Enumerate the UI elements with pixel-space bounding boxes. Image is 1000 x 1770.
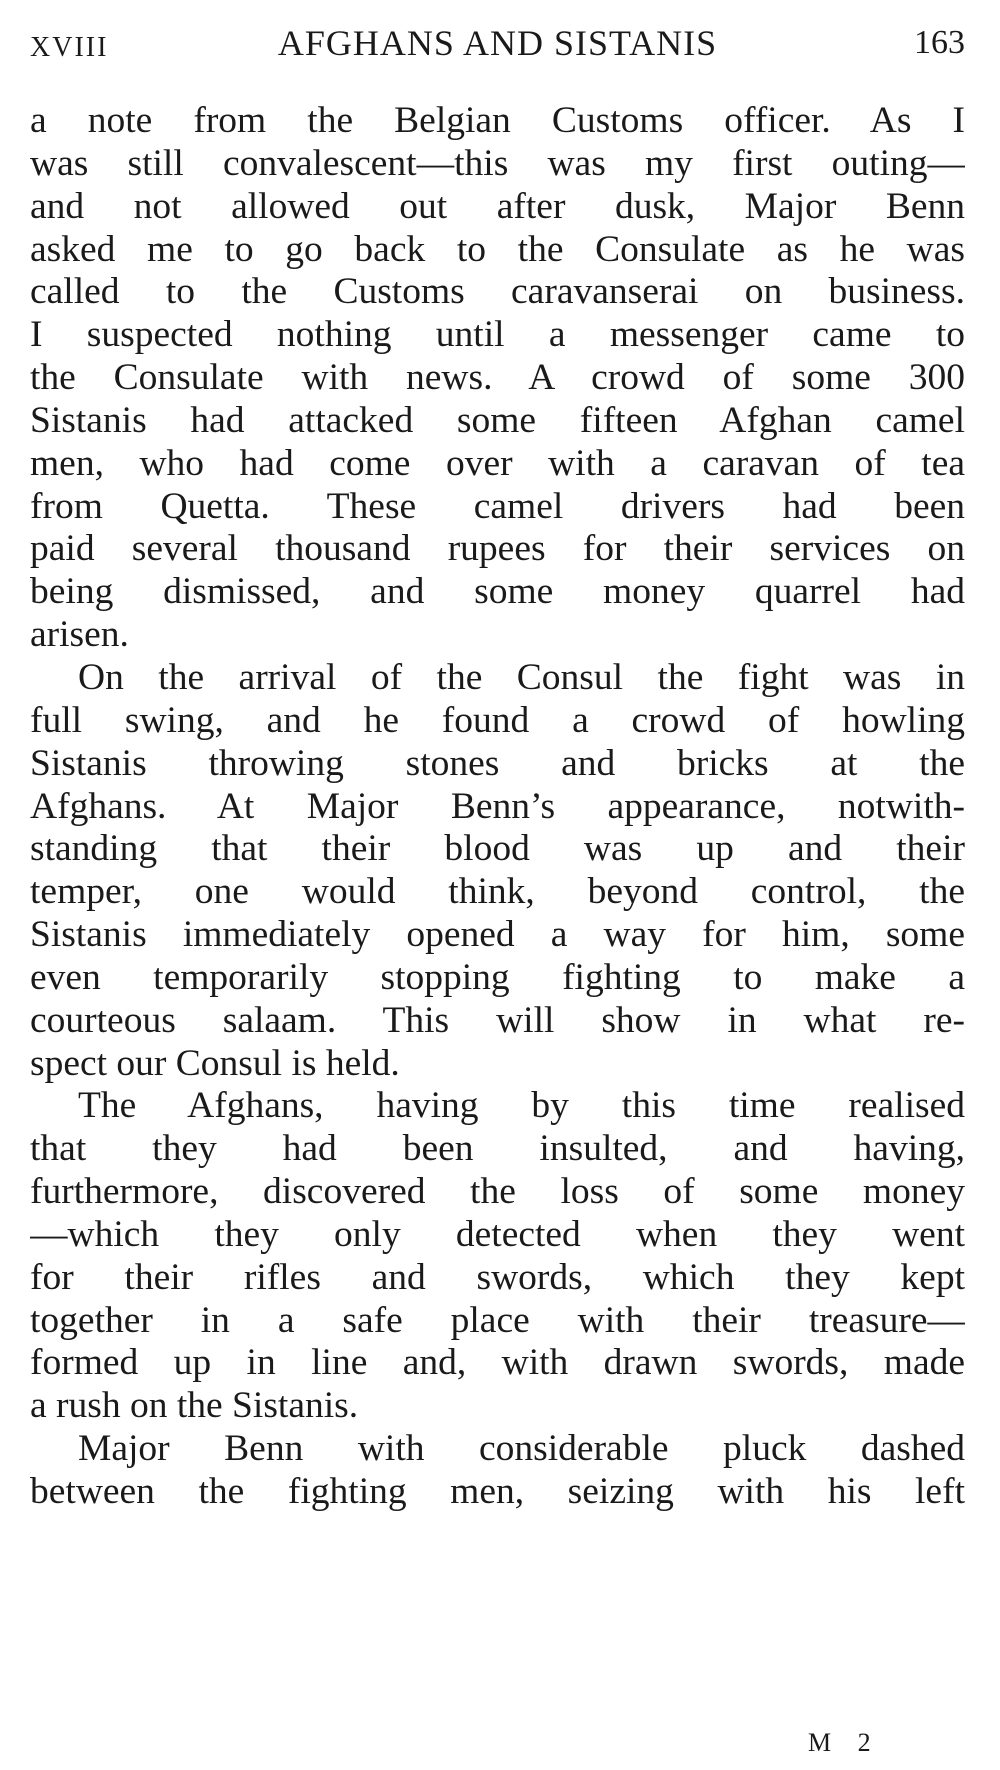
text-line: even temporarily stopping fighting to make a: [30, 956, 965, 998]
page-number: 163: [914, 24, 965, 61]
text-line: men, who had come over with a caravan of tea: [30, 442, 965, 484]
running-title: AFGHANS AND SISTANIS: [277, 23, 718, 63]
text-line: full swing, and he found a crowd of howling: [30, 699, 965, 741]
text-line: Major Benn with considerable pluck dashed: [78, 1428, 965, 1470]
text-line: Sistanis throwing stones and bricks at the: [30, 742, 965, 784]
body-text: [30, 100, 965, 1514]
text-line: Sistanis immediately opened a way for him, some: [30, 914, 965, 956]
text-line: a rush on the Sistanis.: [30, 1385, 359, 1427]
text-line: spect our Consul is held.: [30, 1042, 400, 1084]
text-line: standing that their blood was up and their: [30, 828, 965, 870]
paragraph: [30, 657, 965, 1085]
paragraph: [30, 1428, 965, 1514]
text-line: formed up in line and, with drawn swords, made: [30, 1342, 965, 1384]
text-line: together in a safe place with their treasure—: [30, 1299, 965, 1341]
text-line: for their rifles and swords, which they kept: [30, 1256, 965, 1298]
text-line: arisen.: [30, 614, 129, 656]
running-head: [30, 22, 965, 72]
text-line: the Consulate with news. A crowd of some 300: [30, 357, 965, 399]
text-line: Sistanis had attacked some fifteen Afghan camel: [30, 399, 965, 441]
text-line: being dismissed, and some money quarrel had: [30, 571, 965, 613]
paragraph: [30, 1085, 965, 1428]
text-line: and not allowed out after dusk, Major Benn: [30, 185, 965, 227]
text-line: that they had been insulted, and having,: [30, 1128, 965, 1170]
text-line: The Afghans, having by this time realised: [78, 1085, 965, 1127]
text-line: furthermore, discovered the loss of some money: [30, 1171, 965, 1213]
signature-mark: M 2: [808, 1728, 881, 1757]
text-line: paid several thousand rupees for their services on: [30, 528, 965, 570]
text-line: courteous salaam. This will show in what re-: [30, 999, 965, 1041]
text-line: from Quetta. These camel drivers had been: [30, 485, 965, 527]
text-line: I suspected nothing until a messenger came to: [30, 314, 965, 356]
text-line: On the arrival of the Consul the fight was in: [78, 656, 965, 698]
text-line: was still convalescent—this was my first outing—: [30, 142, 965, 184]
chapter-number: XVIII: [30, 32, 109, 63]
text-line: asked me to go back to the Consulate as he was: [30, 228, 965, 270]
text-line: Afghans. At Major Benn’s appearance, notwith-: [30, 785, 965, 827]
text-line: a note from the Belgian Customs officer. As I: [30, 100, 965, 141]
paragraph: [30, 100, 965, 657]
text-line: between the fighting men, seizing with his left: [30, 1471, 965, 1512]
text-line: —which they only detected when they went: [30, 1213, 965, 1255]
text-line: temper, one would think, beyond control, the: [30, 871, 965, 913]
text-line: called to the Customs caravanserai on business.: [30, 271, 965, 313]
